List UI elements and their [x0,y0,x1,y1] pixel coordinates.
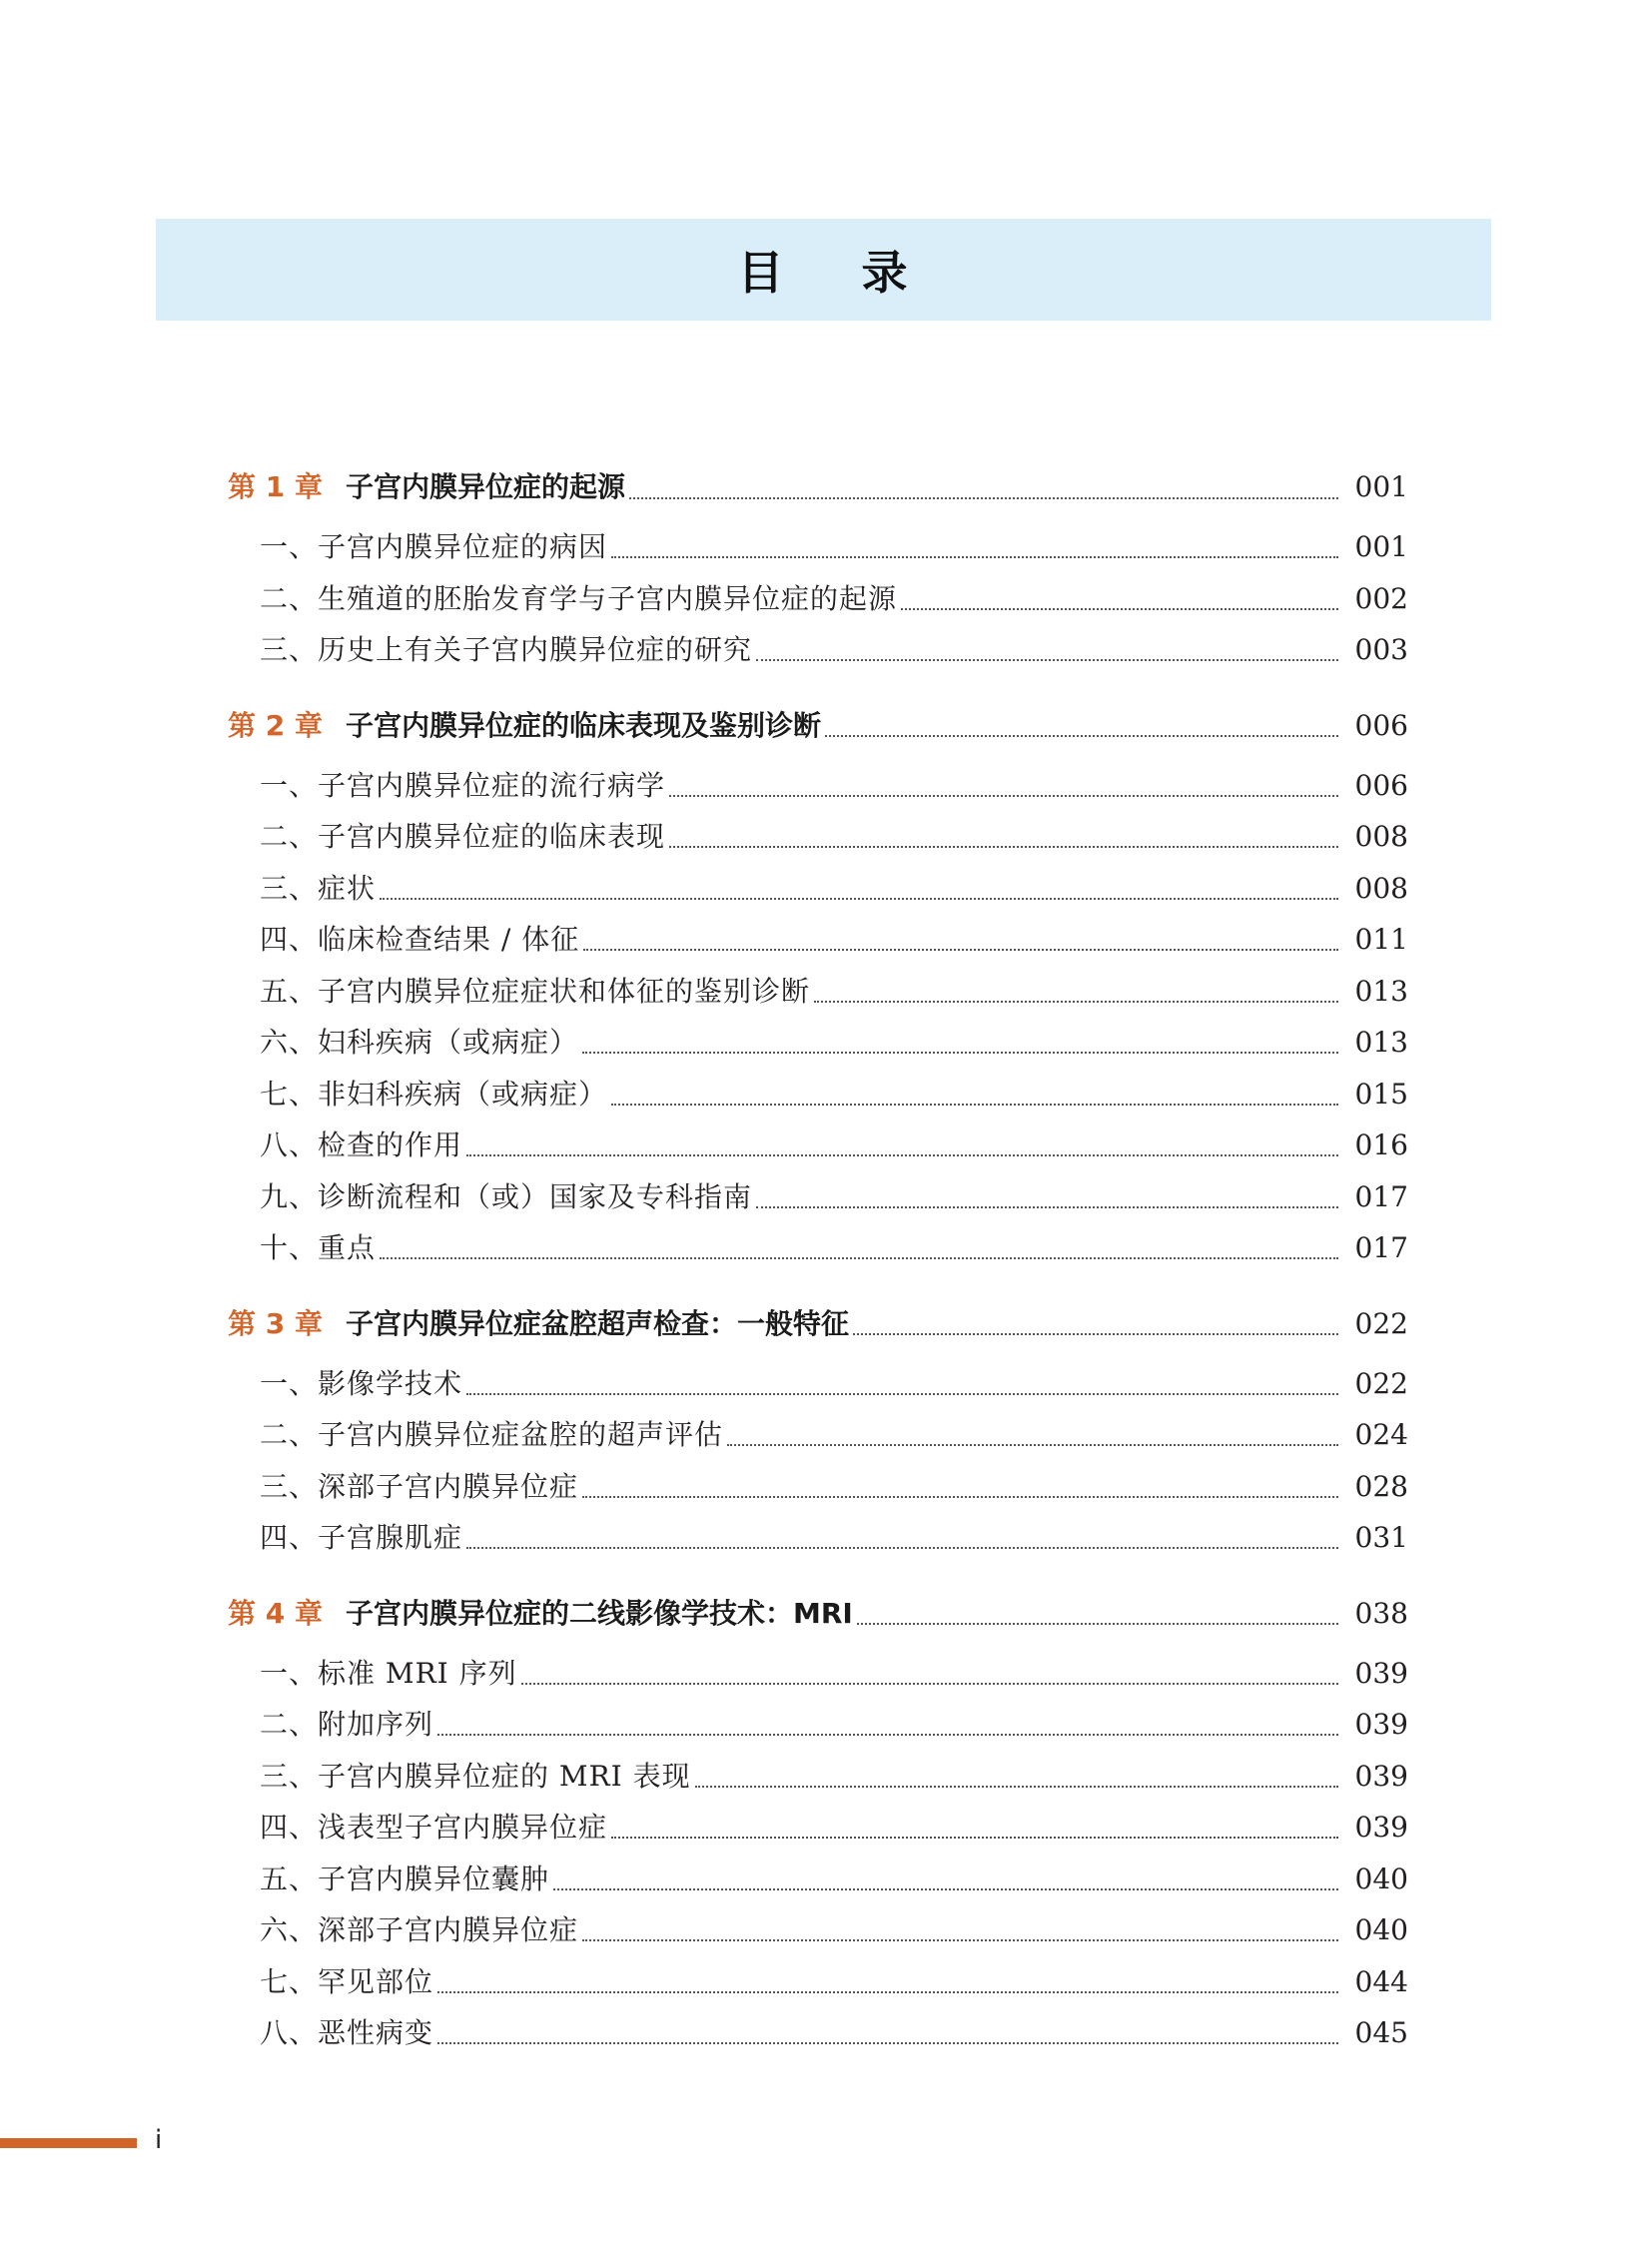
dot-leader [437,2041,1338,2044]
page-number: 017 [1354,1179,1408,1213]
chapter-number: 第 3 章 [228,1306,323,1340]
page-number: 015 [1354,1077,1408,1111]
page-number: 039 [1354,1811,1408,1844]
dot-leader [727,1443,1338,1446]
section-entry[interactable] [228,1021,1408,1073]
section-title: 三、症状 [260,871,377,905]
page-number: 017 [1354,1231,1408,1264]
section-entry[interactable] [228,1652,1408,1704]
dot-leader [380,897,1338,900]
page-number: 022 [1354,1306,1408,1340]
chapter-entry[interactable] [228,1302,1408,1354]
page-number: 024 [1354,1418,1408,1451]
section-title: 二、生殖道的胚胎发育学与子宫内膜异位症的起源 [260,581,898,615]
section-entry[interactable] [228,1516,1408,1568]
page-number: 016 [1354,1128,1408,1161]
page-number: 001 [1354,470,1408,503]
page-number: 008 [1354,871,1408,905]
section-title: 九、诊断流程和（或）国家及专科指南 [260,1179,753,1213]
page-number: 013 [1354,974,1408,1008]
dot-leader [669,794,1338,797]
chapter-entry[interactable] [228,704,1408,756]
dot-leader [582,1051,1338,1054]
section-title: 一、子宫内膜异位症的流行病学 [260,768,666,802]
dot-leader [582,1495,1338,1498]
dot-leader [437,1733,1338,1736]
dot-leader [553,1887,1338,1890]
section-entry[interactable] [228,1960,1408,2012]
page-number: 039 [1354,1759,1408,1793]
toc-title-banner [156,219,1491,321]
dot-leader [756,1205,1338,1208]
section-entry[interactable] [228,1703,1408,1755]
dot-leader [466,1546,1338,1549]
page-number: 006 [1354,768,1408,802]
dot-leader [466,1153,1338,1156]
chapter-title: 子宫内膜异位症盆腔超声检查：一般特征 [346,1306,850,1340]
section-entry[interactable] [228,1465,1408,1517]
section-entry[interactable] [228,2011,1408,2063]
dot-leader [901,607,1338,610]
page-number: 038 [1354,1596,1408,1630]
section-title: 八、恶性病变 [260,2016,434,2049]
chapter-title: 子宫内膜异位症的临床表现及鉴别诊断 [346,708,822,742]
dot-leader [814,1000,1338,1003]
section-title: 七、非妇科疾病（或病症） [260,1077,608,1111]
section-title: 十、重点 [260,1231,377,1264]
section-title: 三、历史上有关子宫内膜异位症的研究 [260,633,753,666]
chapter-entry[interactable] [228,465,1408,517]
page-number: 028 [1354,1469,1408,1503]
page-number: 045 [1354,2016,1408,2049]
page-number: 022 [1354,1366,1408,1400]
toc-title-char-1: 目 [737,246,786,300]
section-entry[interactable] [228,918,1408,970]
section-title: 五、子宫内膜异位症症状和体征的鉴别诊断 [260,974,811,1008]
dot-leader [857,1622,1338,1625]
section-title: 八、检查的作用 [260,1128,463,1161]
section-entry[interactable] [228,1908,1408,1960]
chapter-number: 第 4 章 [228,1596,323,1630]
dot-leader [437,1990,1338,1993]
section-entry[interactable] [228,628,1408,680]
section-title: 一、子宫内膜异位症的病因 [260,530,608,563]
section-entry[interactable] [228,1806,1408,1858]
page-number: 040 [1354,1913,1408,1946]
dot-leader [695,1785,1338,1788]
page-number: 039 [1354,1708,1408,1741]
dot-leader [825,734,1338,737]
dot-leader [466,1392,1338,1395]
dot-leader [583,948,1338,951]
section-title: 二、子宫内膜异位症盆腔的超声评估 [260,1418,724,1451]
dot-leader [669,845,1338,848]
chapter-number: 第 1 章 [228,470,323,503]
chapter-title: 子宫内膜异位症的起源 [346,470,626,503]
dot-leader [756,658,1338,661]
chapter-title: 子宫内膜异位症的二线影像学技术：MRI [346,1596,853,1630]
footer-page-number: i [155,2125,163,2155]
page-number: 001 [1354,530,1408,563]
section-entry[interactable] [228,815,1408,867]
dot-leader [611,1103,1338,1106]
section-title: 七、罕见部位 [260,1964,434,1998]
section-entry[interactable] [228,1858,1408,1909]
section-entry[interactable] [228,970,1408,1022]
page-number: 013 [1354,1026,1408,1059]
section-entry[interactable] [228,1226,1408,1278]
section-title: 三、子宫内膜异位症的 MRI 表现 [260,1759,691,1793]
section-entry[interactable] [228,1123,1408,1175]
chapter-entry[interactable] [228,1592,1408,1644]
footer-accent-bar [0,2138,137,2148]
section-entry[interactable] [228,525,1408,577]
section-entry[interactable] [228,1362,1408,1414]
dot-leader [853,1332,1338,1335]
page-number: 040 [1354,1862,1408,1895]
page-number: 008 [1354,820,1408,853]
dot-leader [629,496,1338,499]
page-number: 044 [1354,1964,1408,1998]
section-title: 六、妇科疾病（或病症） [260,1026,579,1059]
dot-leader [582,1938,1338,1941]
page-number: 039 [1354,1656,1408,1690]
page-number: 002 [1354,581,1408,615]
table-of-contents [228,465,1408,2063]
section-entry[interactable] [228,1755,1408,1807]
chapter-number: 第 2 章 [228,708,323,742]
toc-title-char-2: 录 [861,246,910,300]
dot-leader [611,555,1338,558]
section-title: 二、子宫内膜异位症的临床表现 [260,820,666,853]
page-number: 011 [1354,923,1408,956]
section-entry[interactable] [228,1175,1408,1227]
page-number: 031 [1354,1521,1408,1554]
section-title: 四、临床检查结果 / 体征 [260,923,580,956]
section-title: 三、深部子宫内膜异位症 [260,1469,579,1503]
section-title: 一、影像学技术 [260,1366,463,1400]
section-entry[interactable] [228,867,1408,919]
section-title: 四、浅表型子宫内膜异位症 [260,1811,608,1844]
section-title: 五、子宫内膜异位囊肿 [260,1862,550,1895]
section-title: 一、标准 MRI 序列 [260,1656,517,1690]
section-title: 六、深部子宫内膜异位症 [260,1913,579,1946]
page-number: 006 [1354,708,1408,742]
section-title: 二、附加序列 [260,1708,434,1741]
section-entry[interactable] [228,1073,1408,1124]
section-entry[interactable] [228,577,1408,629]
dot-leader [380,1256,1338,1259]
section-entry[interactable] [228,764,1408,816]
section-entry[interactable] [228,1413,1408,1465]
page-number: 003 [1354,633,1408,666]
section-title: 四、子宫腺肌症 [260,1521,463,1554]
dot-leader [521,1682,1338,1685]
dot-leader [611,1836,1338,1839]
